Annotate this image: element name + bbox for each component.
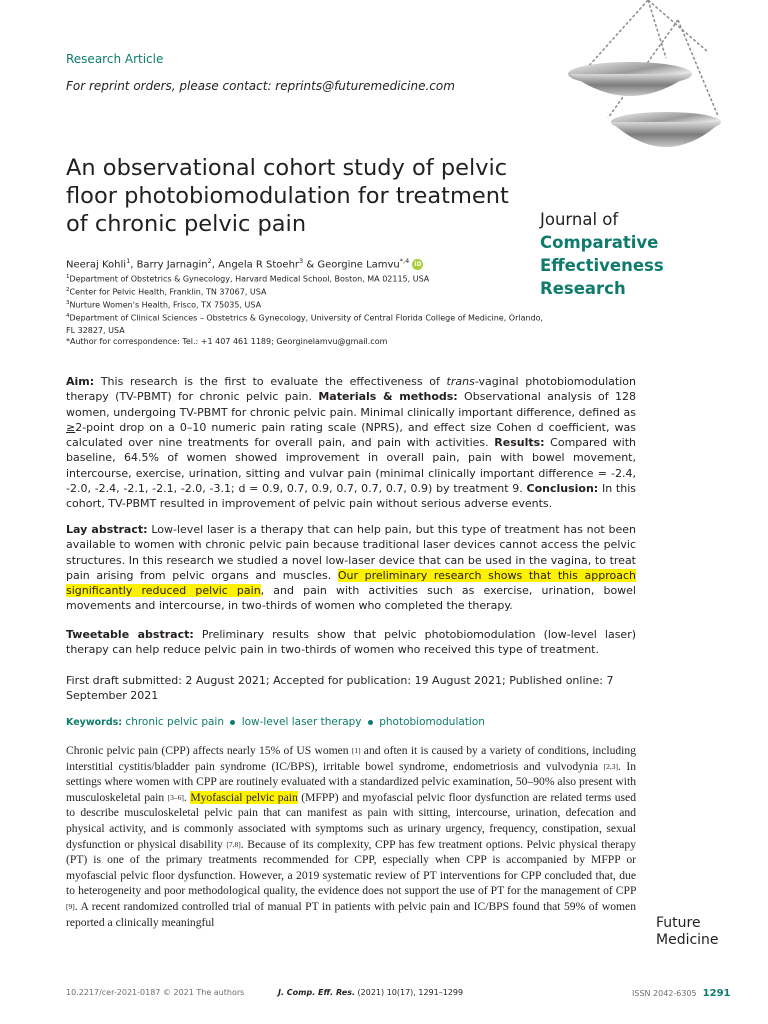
author-affil-sup: 2 bbox=[207, 257, 212, 265]
lay-abstract-label: Lay abstract: bbox=[66, 523, 148, 536]
logo-line: Future bbox=[656, 915, 701, 931]
affiliation-text: Department of Obstetrics & Gynecology, Harvard Medical School, Boston, MA 02115, USA bbox=[69, 274, 430, 284]
footer-citation bbox=[278, 988, 463, 997]
tweetable-text: Preliminary results show that pelvic photobiomodulation (low-level laser) therapy can help reduce pelvic pain in two-thirds of women who received this type of treatment. bbox=[66, 628, 637, 657]
bullet-icon bbox=[368, 720, 373, 725]
abstract-text: ≥ bbox=[66, 420, 76, 434]
lay-abstract-text: , and pain with activities such as exercise, urination, bowel movements and intercourse, in two-thirds of women who completed the therapy. bbox=[66, 584, 636, 613]
body-paragraph bbox=[66, 743, 636, 930]
journal-name-prefix: Journal of bbox=[540, 210, 619, 229]
highlighted-text: Our preliminary research shows that this approach significantly reduced pelvic pain bbox=[66, 568, 636, 598]
author-list: Neeraj Kohli$^1$, Barry Jarnagin$^2$, Angela R Stoehr$^3$ & Georgine Lamvu$^{*,4}$ iD bbox=[66, 257, 422, 271]
footer-journal-abbrev: J. Comp. Eff. Res. bbox=[278, 988, 355, 997]
body-text: Chronic pelvic pain (CPP) affects nearly 15% of US women bbox=[66, 744, 352, 757]
abstract-text: In this cohort, TV-PBMT resulted in improvement of pelvic pain without serious adverse events. bbox=[66, 482, 636, 511]
body-text: and often it is caused by a variety of conditions, including interstitial cystitis/bladder pain syndrome (IC/BPS), irritable bowel syndrome, endometriosis and vulvodynia bbox=[66, 744, 636, 773]
abstract-results-label: Results: bbox=[494, 436, 545, 450]
tweetable-label: Tweetable abstract: bbox=[66, 628, 194, 641]
lay-abstract bbox=[66, 522, 636, 614]
highlighted-text: Myofascial pelvic pain bbox=[190, 790, 298, 804]
affiliation-item bbox=[66, 298, 546, 311]
journal-name-line2: Effectiveness Research bbox=[540, 256, 664, 298]
abstract-text: trans bbox=[446, 375, 475, 388]
tweetable-abstract bbox=[66, 627, 636, 658]
abstract-aim-label: Aim: bbox=[66, 375, 95, 388]
abstract-text: Observational analysis of 128 women, undergoing TV-PBMT for chronic pelvic pain. Minimal clinically important difference, defined as bbox=[66, 390, 637, 419]
body-text: . A recent randomized controlled trial of manual PT in patients with pelvic pain and IC/BPS found that 59% of women reported a clinically meaningful bbox=[66, 899, 636, 929]
affiliation-number: 2 bbox=[66, 287, 70, 294]
body-text: . bbox=[183, 790, 191, 804]
citation-link[interactable]: [7,8] bbox=[226, 839, 241, 849]
abstract-conclusion-label: Conclusion: bbox=[526, 482, 599, 496]
bullet-icon bbox=[230, 720, 235, 725]
affiliation-number: 3 bbox=[66, 300, 70, 307]
body-text: (MFPP) and myofascial pelvic floor dysfunction are related terms used to describe musculoskeletal pelvic pain that can manifest as pain with sitting, intercourse, urination, defecation and physical activity, and is commonly associated with symptoms such as urinary urgency, frequency, constipation, sexual dysfunction or physical disability bbox=[66, 790, 636, 851]
citation-link[interactable]: [9] bbox=[66, 901, 75, 911]
citation-link[interactable]: [2,3] bbox=[603, 761, 618, 771]
abstract-methods-label: Materials & methods: bbox=[318, 390, 458, 404]
keyword-link[interactable]: low-level laser therapy bbox=[241, 716, 362, 728]
affiliation-item bbox=[66, 285, 546, 298]
author-affil-sup: 1 bbox=[126, 257, 131, 265]
citation-link[interactable]: [1] bbox=[351, 746, 361, 755]
keyword-link[interactable]: photobiomodulation bbox=[379, 716, 485, 728]
footer-issn: ISSN 2042-6305 bbox=[632, 989, 697, 998]
author-name: Georgine Lamvu bbox=[317, 259, 400, 271]
affiliation-text: Department of Clinical Sciences – Obstetrics & Gynecology, University of Central Florida College of Medicine, Orlando, FL 32827, USA bbox=[66, 314, 544, 335]
lay-abstract-text: Low-level laser is a therapy that can help pain, but this type of treatment has not been available to women with chronic pelvic pain because traditional laser devices cannot access the pelvic structures. In this research we studied a novel low-laser device that can be used in the vagina, to treat pain arising from pelvic organs and muscles. bbox=[66, 523, 636, 582]
abstract bbox=[66, 374, 636, 512]
body-text: . Because of its complexity, CPP has few treatment options. Pelvic physical therapy (PT) is one of the primary treatments recommended for CPP, especially when CPP is accompanied by MFPP or myofascial pelvic floor dysfunction. However, a 2019 systematic review of PT interventions for CPP concluded that, due to heterogeneity and poor methodological quality, the evidence does not support the use of PT for the management of CPP bbox=[66, 837, 636, 898]
affiliations bbox=[66, 272, 546, 348]
journal-name bbox=[540, 208, 740, 300]
abstract-text: Compared with baseline, 64.5% of women showed improvement in overall pain, pain with bowel movement, intercourse, exercise, urination, sitting and vulvar pain (minimal clinically important difference = -2.4, -2.0, -2.4, -2.1, -2.1, -2.0, -3.1; d = 0.9, 0.7, 0.9, 0.7, 0.7, 0.7, 0.9) by treatment 9. bbox=[66, 436, 636, 496]
abstract-text: This research is the first to evaluate the effectiveness of bbox=[94, 375, 447, 388]
author-affil-sup: 3 bbox=[299, 257, 304, 265]
footer-doi: 10.2217/cer-2021-0187 © 2021 The authors bbox=[66, 988, 245, 997]
abstract-text: -vaginal photobiomodulation therapy (TV-PBMT) for chronic pelvic pain. bbox=[66, 375, 636, 404]
keyword-link[interactable]: chronic pelvic pain bbox=[125, 716, 224, 728]
citation-link[interactable]: [3–6] bbox=[167, 792, 184, 802]
footer-citation-details: (2021) 10(17), 1291–1299 bbox=[355, 988, 464, 997]
affiliation-item bbox=[66, 272, 546, 285]
affiliation-number: 4 bbox=[66, 313, 70, 320]
page-number: 1291 bbox=[702, 988, 731, 999]
article-title: An observational cohort study of pelvic floor photobiomodulation for treatment of chronic pelvic pain bbox=[66, 155, 509, 237]
affiliation-item bbox=[66, 311, 546, 336]
orcid-icon[interactable]: iD bbox=[414, 260, 422, 268]
publication-dates: First draft submitted: 2 August 2021; Accepted for publication: 19 August 2021; Published online: 7 September 2021 bbox=[66, 674, 614, 703]
affiliation-text: Center for Pelvic Health, Franklin, TN 37067, USA bbox=[69, 287, 267, 297]
author-name: Barry Jarnagin bbox=[136, 259, 208, 271]
author-affil-sup: *,4 bbox=[399, 257, 410, 265]
article-type-label: Research Article bbox=[66, 52, 164, 66]
journal-name-bold: Comparative bbox=[540, 233, 659, 252]
correspondence: *Author for correspondence: Tel.: +1 407 461 1189; Georginelamvu@gmail.com bbox=[66, 337, 388, 347]
abstract-text: 2-point drop on a 0–10 numeric pain rating scale (NPRS), and effect size Cohen d coefficient, was calculated over nine treatments for overall pain, and pain with activities. bbox=[66, 420, 636, 450]
page-footer bbox=[66, 988, 731, 999]
reprint-note: For reprint orders, please contact: reprints@futuremedicine.com bbox=[66, 79, 455, 93]
future-medicine-logo bbox=[656, 915, 719, 949]
author-name: Angela R Stoehr bbox=[218, 259, 300, 271]
affiliation-text: Nurture Women's Health, Frisco, TX 75035, USA bbox=[69, 300, 262, 310]
author-name: Neeraj Kohli bbox=[66, 259, 127, 271]
logo-line: Medicine bbox=[656, 932, 719, 948]
body-text: . In settings where women with CPP are routinely evaluated with a standardized pelvic examination, 50–90% also present with musculoskeletal pain bbox=[66, 759, 636, 804]
footer-issn-page bbox=[632, 988, 731, 999]
keywords-label: Keywords: bbox=[66, 717, 123, 728]
balance-scale-illustration bbox=[548, 0, 748, 200]
keywords bbox=[66, 716, 485, 728]
affiliation-number: 1 bbox=[66, 274, 70, 280]
